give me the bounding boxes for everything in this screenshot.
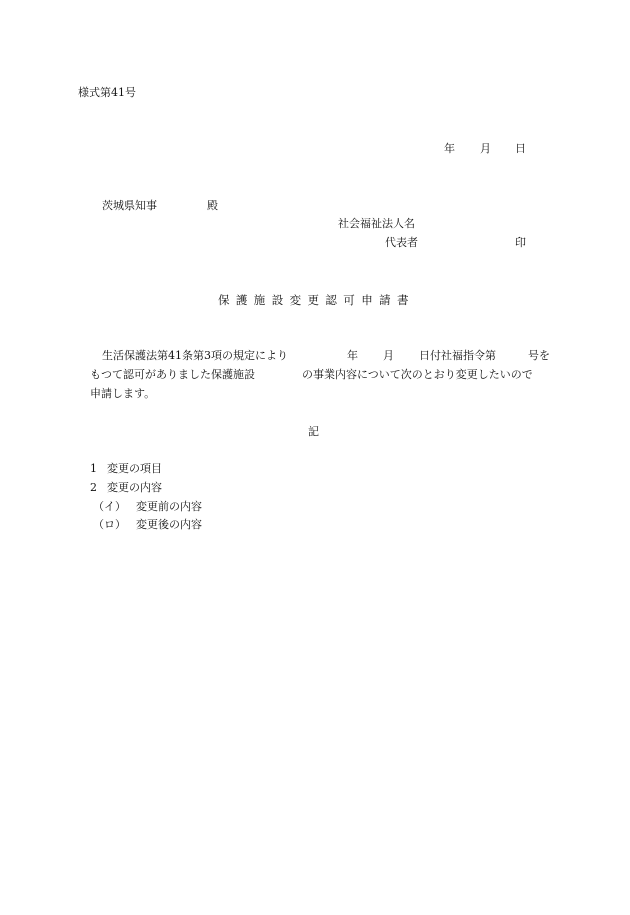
item-label: 変更の項目: [107, 462, 162, 475]
addressee-name: 茨城県知事: [102, 199, 157, 212]
title-char: 更: [307, 293, 319, 307]
representative-label: 代表者: [385, 236, 418, 249]
title-char: 可: [343, 293, 355, 307]
title-char: 護: [235, 293, 248, 307]
corporation-name-label: 社会福祉法人名: [338, 217, 415, 230]
form-number: 様式第41号: [78, 86, 136, 99]
title-char: 施: [253, 293, 266, 307]
sub-item-marker: （イ）: [93, 500, 126, 513]
item-label: 変更の内容: [107, 481, 162, 494]
title-char: 請: [379, 293, 391, 307]
body-line1-year-label: 年: [347, 349, 358, 362]
title-char: 認: [325, 293, 337, 307]
seal-label: 印: [515, 236, 526, 249]
title-char: 申: [361, 293, 373, 307]
body-line1-text-c: 号を: [528, 349, 550, 362]
item-number: 1: [90, 462, 97, 475]
sub-item-label: 変更前の内容: [136, 500, 202, 513]
body-line1-text-a: 生活保護法第41条第3項の規定により: [102, 349, 288, 362]
body-line2-text-a: もつて認可がありました保護施設: [90, 368, 255, 381]
title-char: 保: [218, 293, 230, 307]
date-month-label: 月: [480, 142, 491, 155]
addressee-honorific: 殿: [207, 199, 218, 212]
date-day-label: 日: [515, 142, 526, 155]
item-number: 2: [90, 481, 97, 494]
body-line3: 申請します。: [90, 387, 156, 400]
title-char: 書: [397, 293, 409, 307]
sub-item-label: 変更後の内容: [136, 518, 202, 531]
body-line1-month-label: 月: [383, 349, 394, 362]
body-line1-text-b: 日付社福指令第: [419, 349, 496, 362]
title-char: 設: [271, 293, 284, 307]
body-line2-text-b: の事業内容について次のとおり変更したいので: [302, 368, 533, 381]
date-year-label: 年: [444, 142, 455, 155]
title-char: 変: [289, 293, 302, 307]
sub-item-marker: （ロ）: [93, 518, 126, 531]
ki-heading: 記: [308, 425, 319, 438]
